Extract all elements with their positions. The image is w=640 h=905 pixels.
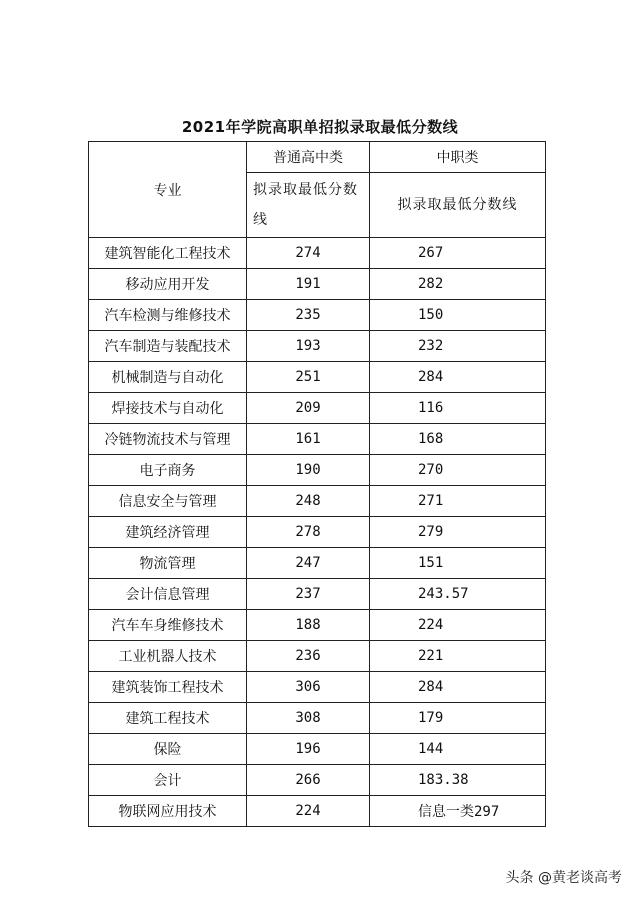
table-row — [89, 362, 546, 393]
vocational-score-cell: 271 — [370, 486, 546, 517]
vocational-score-cell: 243.57 — [370, 579, 546, 610]
vocational-score-cell: 232 — [370, 331, 546, 362]
table-row — [89, 393, 546, 424]
table-row — [89, 672, 546, 703]
general-score-cell: 251 — [247, 362, 370, 393]
general-score-cell: 236 — [247, 641, 370, 672]
score-table — [88, 141, 546, 827]
vocational-score-cell: 179 — [370, 703, 546, 734]
vocational-score-cell: 267 — [370, 238, 546, 269]
vocational-score-cell: 150 — [370, 300, 546, 331]
general-score-cell: 209 — [247, 393, 370, 424]
major-name-cell: 物联网应用技术 — [89, 796, 247, 827]
vocational-score-cell: 144 — [370, 734, 546, 765]
table-row — [89, 641, 546, 672]
major-name-cell: 建筑经济管理 — [89, 517, 247, 548]
major-name-cell: 移动应用开发 — [89, 269, 247, 300]
vocational-score-cell: 151 — [370, 548, 546, 579]
general-score-cell: 188 — [247, 610, 370, 641]
general-score-cell: 308 — [247, 703, 370, 734]
general-score-cell: 278 — [247, 517, 370, 548]
major-name-cell: 冷链物流技术与管理 — [89, 424, 247, 455]
major-name-cell: 电子商务 — [89, 455, 247, 486]
table-row — [89, 734, 546, 765]
vocational-score-cell: 270 — [370, 455, 546, 486]
table-row — [89, 610, 546, 641]
major-name-cell: 工业机器人技术 — [89, 641, 247, 672]
major-name-cell: 物流管理 — [89, 548, 247, 579]
major-name-cell: 汽车制造与装配技术 — [89, 331, 247, 362]
vocational-score-cell: 168 — [370, 424, 546, 455]
header-vocational-sub: 拟录取最低分数线 — [370, 173, 546, 238]
header-vocational-group: 中职类 — [370, 142, 546, 173]
table-row — [89, 424, 546, 455]
major-name-cell: 机械制造与自动化 — [89, 362, 247, 393]
general-score-cell: 161 — [247, 424, 370, 455]
vocational-score-cell: 221 — [370, 641, 546, 672]
general-score-cell: 306 — [247, 672, 370, 703]
table-row — [89, 579, 546, 610]
table-row — [89, 455, 546, 486]
vocational-score-cell: 282 — [370, 269, 546, 300]
vocational-score-cell: 279 — [370, 517, 546, 548]
general-score-cell: 274 — [247, 238, 370, 269]
major-name-cell: 会计信息管理 — [89, 579, 247, 610]
table-row — [89, 331, 546, 362]
major-name-cell: 汽车检测与维修技术 — [89, 300, 247, 331]
vocational-score-cell: 284 — [370, 672, 546, 703]
major-name-cell: 焊接技术与自动化 — [89, 393, 247, 424]
vocational-score-cell: 116 — [370, 393, 546, 424]
general-score-cell: 237 — [247, 579, 370, 610]
header-general-sub: 拟录取最低分数线 — [247, 173, 370, 238]
general-score-cell: 266 — [247, 765, 370, 796]
header-row-top — [89, 142, 546, 173]
page-title: 2021年学院高职单招拟录取最低分数线 — [181, 118, 459, 136]
table-row — [89, 269, 546, 300]
general-score-cell: 193 — [247, 331, 370, 362]
header-general-group: 普通高中类 — [247, 142, 370, 173]
general-score-cell: 235 — [247, 300, 370, 331]
major-name-cell: 汽车车身维修技术 — [89, 610, 247, 641]
vocational-score-cell: 信息一类297 — [370, 796, 546, 827]
major-name-cell: 会计 — [89, 765, 247, 796]
header-major: 专业 — [89, 142, 247, 238]
table-row — [89, 765, 546, 796]
general-score-cell: 196 — [247, 734, 370, 765]
vocational-score-cell: 284 — [370, 362, 546, 393]
general-score-cell: 248 — [247, 486, 370, 517]
general-score-cell: 190 — [247, 455, 370, 486]
general-score-cell: 191 — [247, 269, 370, 300]
major-name-cell: 信息安全与管理 — [89, 486, 247, 517]
table-row — [89, 703, 546, 734]
table-row — [89, 548, 546, 579]
vocational-score-cell: 183.38 — [370, 765, 546, 796]
major-name-cell: 建筑工程技术 — [89, 703, 247, 734]
table-row — [89, 517, 546, 548]
table-row — [89, 486, 546, 517]
major-name-cell: 建筑智能化工程技术 — [89, 238, 247, 269]
major-name-cell: 建筑装饰工程技术 — [89, 672, 247, 703]
table-row — [89, 300, 546, 331]
table-row — [89, 238, 546, 269]
general-score-cell: 224 — [247, 796, 370, 827]
general-score-cell: 247 — [247, 548, 370, 579]
table-row — [89, 796, 546, 827]
major-name-cell: 保险 — [89, 734, 247, 765]
vocational-score-cell: 224 — [370, 610, 546, 641]
watermark: 头条 @黄老谈高考 — [505, 870, 622, 886]
